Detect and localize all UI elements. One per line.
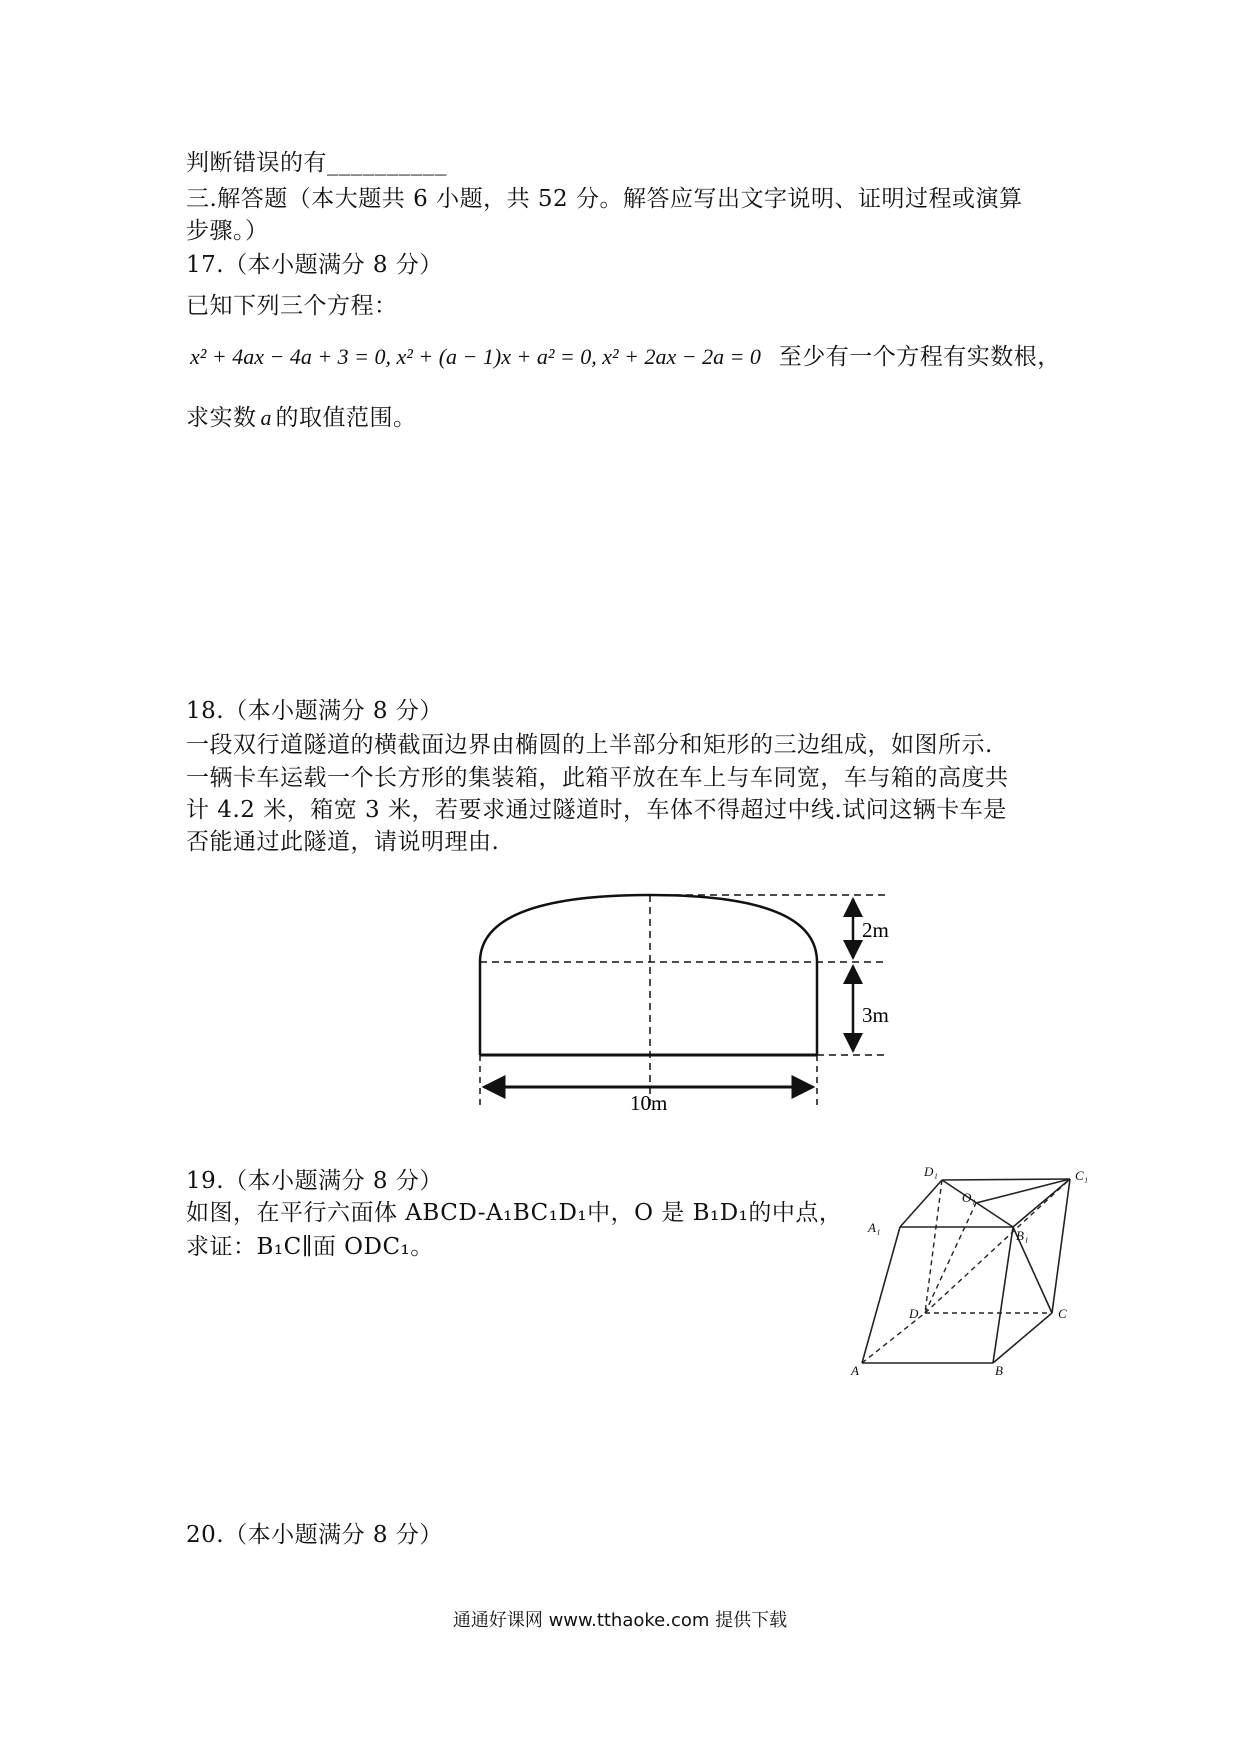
page-footer: 通通好课网 www.tthaoke.com 提供下载 xyxy=(452,1610,788,1631)
q17-intro: 已知下列三个方程： xyxy=(186,293,398,319)
q18-text-line2: 一辆卡车运载一个长方形的集装箱，此箱平放在车上与车同宽，车与箱的高度共 xyxy=(186,765,1009,791)
label-10m: 10m xyxy=(630,1091,668,1115)
q19-text-line1: 如图，在平行六面体 ABCD-A₁BC₁D₁中，O 是 B₁D₁的中点， xyxy=(186,1200,843,1226)
edge-B-C xyxy=(993,1313,1052,1363)
q18-text-line4: 否能通过此隧道，请说明理由. xyxy=(186,829,500,855)
segment-D1-B1 xyxy=(942,1180,1013,1227)
vertex-A: A xyxy=(851,1363,859,1378)
vertex-D1: D₁ xyxy=(924,1164,938,1179)
vertex-D: D xyxy=(909,1306,919,1321)
edge-D1-C1 xyxy=(942,1179,1070,1180)
q17-ask-var: a xyxy=(260,405,272,430)
vertex-C1: C₁ xyxy=(1075,1168,1089,1183)
q17-ask-after: 的取值范围。 xyxy=(275,405,417,431)
q20-title: 20.（本小题满分 8 分） xyxy=(186,1522,443,1548)
hidden-segment-D-O xyxy=(925,1203,976,1313)
q17-title: 17.（本小题满分 8 分） xyxy=(186,252,443,278)
section-heading-cont: 步骤。） xyxy=(186,218,269,244)
fill-blank-line: 判断错误的有__________ xyxy=(186,150,447,176)
label-2m: 2m xyxy=(862,918,889,942)
edge-A1-D1 xyxy=(900,1180,942,1227)
section-heading: 三.解答题（本大题共 6 小题，共 52 分。解答应写出文字说明、证明过程或演算 xyxy=(186,186,1023,212)
q17-condition: 至少有一个方程有实数根， xyxy=(778,344,1061,370)
vertex-B: B xyxy=(995,1363,1003,1378)
q17-ask-before: 求实数 xyxy=(186,405,257,431)
edge-C1-C xyxy=(1052,1179,1070,1313)
vertex-A1: A₁ xyxy=(868,1220,881,1235)
vertex-B1: B₁ xyxy=(1016,1228,1029,1243)
edge-A1-A xyxy=(862,1227,900,1363)
q18-title: 18.（本小题满分 8 分） xyxy=(186,698,443,724)
edge-B1-B xyxy=(993,1227,1013,1363)
label-3m: 3m xyxy=(862,1003,889,1027)
q17-equations: x² + 4ax − 4a + 3 = 0, x² + (a − 1)x + a² = 0, x² + 2ax − 2a = 0 xyxy=(190,344,761,369)
hidden-segment-D-C1 xyxy=(925,1179,1070,1313)
q19-text-line2: 求证：B₁C∥面 ODC₁。 xyxy=(186,1234,434,1260)
q18-text-line1: 一段双行道隧道的横截面边界由椭圆的上半部分和矩形的三边组成，如图所示. xyxy=(186,732,993,758)
q18-text-line3: 计 4.2 米，箱宽 3 米，若要求通过隧道时，车体不得超过中线.试问这辆卡车是 xyxy=(186,797,1007,823)
vertex-O1: O₁ xyxy=(962,1190,976,1205)
q19-title: 19.（本小题满分 8 分） xyxy=(186,1168,443,1194)
vertex-C: C xyxy=(1058,1306,1067,1321)
